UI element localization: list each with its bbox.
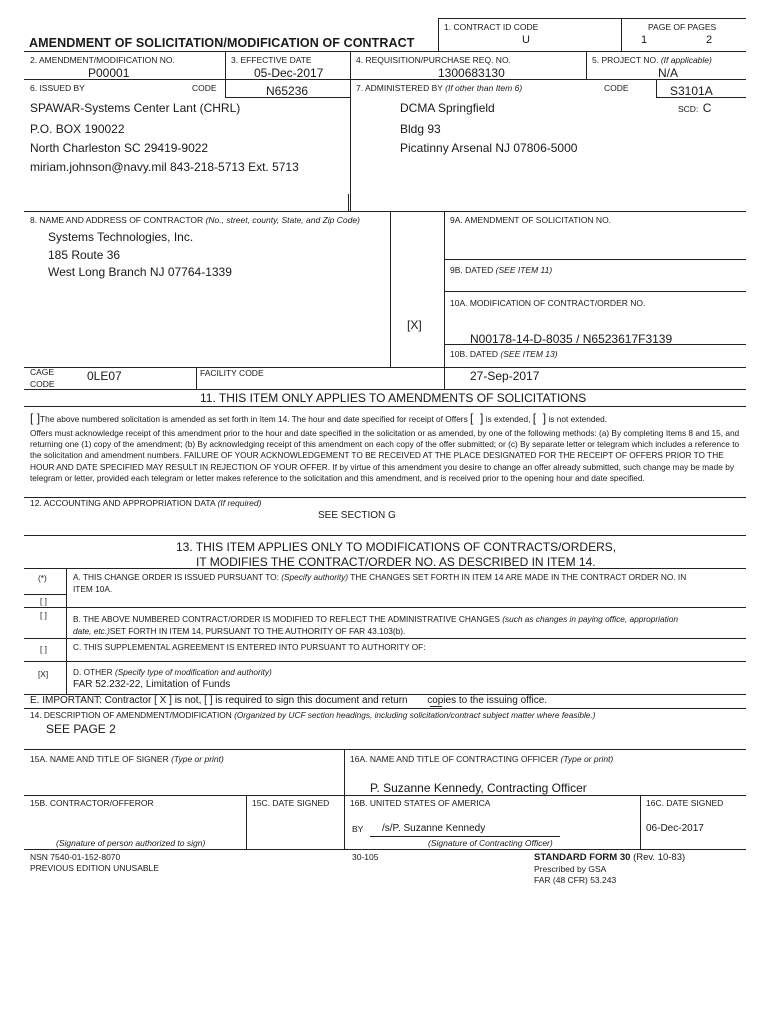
- issuer-line-4: miriam.johnson@navy.mil 843-218-5713 Ext. 5713: [30, 160, 299, 174]
- effective-date-value: 05-Dec-2017: [254, 66, 324, 80]
- important-line: E. IMPORTANT: Contractor [ X ] is not, [ ] is required to sign this document and return copies to the issuing office.: [30, 695, 548, 706]
- admin-line-3: Picatinny Arsenal NJ 07806-5000: [400, 141, 578, 155]
- item-13c-mark[interactable]: [ ]: [40, 644, 47, 654]
- issuer-line-3: North Charleston SC 29419-9022: [30, 141, 209, 155]
- date-signed-label: 15C. DATE SIGNED: [252, 798, 330, 808]
- page-count: 2: [706, 34, 713, 46]
- contractor-line-1: Systems Technologies, Inc.: [48, 230, 194, 244]
- issuer-line-1: SPAWAR-Systems Center Lant (CHRL): [30, 101, 241, 115]
- prescribed-by: Prescribed by GSA: [534, 864, 607, 874]
- contractor-offeror-label: 15B. CONTRACTOR/OFFEROR: [30, 798, 154, 808]
- usa-label: 16B. UNITED STATES OF AMERICA: [350, 798, 491, 808]
- requisition-value: 1300683130: [438, 66, 505, 80]
- issuer-line-2: P.O. BOX 190022: [30, 122, 125, 136]
- by-signature: /s/P. Suzanne Kennedy: [382, 823, 486, 834]
- item-13d-value: FAR 52.232-22, Limitation of Funds: [73, 679, 231, 690]
- admin-code-value: S3101A: [670, 84, 713, 98]
- contractor-line-3: West Long Branch NJ 07764-1339: [48, 265, 232, 279]
- item-13b-text-2: date, etc.)SET FORTH IN ITEM 14, PURSUANT TO THE AUTHORITY OF FAR 43.103(b).: [73, 626, 406, 636]
- date-signed-2-label: 16C. DATE SIGNED: [646, 798, 724, 808]
- item-13-heading-2: IT MODIFIES THE CONTRACT/ORDER NO. AS DESCRIBED IN ITEM 14.: [196, 555, 596, 569]
- previous-edition: PREVIOUS EDITION UNUSABLE: [30, 863, 159, 873]
- facility-code-label: FACILITY CODE: [200, 368, 264, 378]
- item-13b-mark[interactable]: [ ]: [40, 610, 47, 620]
- project-label: 5. PROJECT NO. (If applicable): [592, 55, 712, 65]
- requisition-label: 4. REQUISITION/PURCHASE REQ. NO.: [356, 55, 511, 65]
- signature-officer-note: (Signature of Contracting Officer): [428, 838, 553, 848]
- code-label: CODE: [192, 83, 217, 93]
- amendment-value: P00001: [88, 66, 130, 80]
- admin-line-2: Bldg 93: [400, 122, 441, 136]
- issuer-code-value: N65236: [266, 84, 309, 98]
- item-13a-mark: (*): [38, 573, 47, 583]
- officer-label: 16A. NAME AND TITLE OF CONTRACTING OFFICER (Type or print): [350, 754, 614, 764]
- scd: SCD: C: [678, 101, 712, 115]
- effective-date-label: 3. EFFECTIVE DATE: [231, 55, 312, 65]
- item-13d-text: D. OTHER (Specify type of modification and authority): [73, 667, 272, 677]
- administered-label: 7. ADMINISTERED BY (If other than Item 6): [356, 83, 523, 93]
- dated-10b-value: 27-Sep-2017: [470, 369, 540, 383]
- cage-value: 0LE07: [87, 369, 122, 383]
- item-13d-mark[interactable]: [X]: [38, 669, 49, 679]
- page-number: 1: [641, 34, 648, 46]
- cage-label-1: CAGE: [30, 367, 55, 377]
- dated-9b-label: 9B. DATED (SEE ITEM 11): [450, 265, 553, 275]
- item-13a-text-2: ITEM 10A.: [73, 584, 113, 594]
- amendment-label: 2. AMENDMENT/MODIFICATION NO.: [30, 55, 175, 65]
- description-label: 14. DESCRIPTION OF AMENDMENT/MODIFICATION (Organized by UCF section headings, including solicitation/contract subject matter where feasible.): [30, 710, 596, 720]
- item-13a-text: A. THIS CHANGE ORDER IS ISSUED PURSUANT TO: (Specify authority) THE CHANGES SET FORTH IN ITEM 14 ARE MADE IN THE CONTRACT ORDER NO. IN: [73, 572, 687, 582]
- accounting-label: 12. ACCOUNTING AND APPROPRIATION DATA (If required): [30, 498, 262, 508]
- form-title: AMENDMENT OF SOLICITATION/MODIFICATION OF CONTRACT: [29, 36, 415, 50]
- amendment-solicitation-label: 9A. AMENDMENT OF SOLICITATION NO.: [450, 215, 612, 225]
- accounting-value: SEE SECTION G: [318, 510, 396, 521]
- nsn: NSN 7540-01-152-8070: [30, 852, 121, 862]
- contractor-line-2: 185 Route 36: [48, 248, 121, 262]
- item-13a-box[interactable]: [ ]: [40, 596, 47, 606]
- contractor-label: 8. NAME AND ADDRESS OF CONTRACTOR (No., street, county, State, and Zip Code): [30, 215, 360, 225]
- contract-id-value: U: [522, 34, 530, 46]
- item-11-offers-line: [ ]The above numbered solicitation is amended as set forth in Item 14. The hour and date specified for receipt of Offers [ ] is extended, [ ] is not extended.: [30, 411, 608, 425]
- admin-line-1: DCMA Springfield: [400, 101, 495, 115]
- far-reference: FAR (48 CFR) 53.243: [534, 875, 617, 885]
- officer-value: P. Suzanne Kennedy, Contracting Officer: [370, 781, 587, 795]
- form-number: 30-105: [352, 852, 379, 862]
- issued-by-label: 6. ISSUED BY: [30, 83, 85, 93]
- item-13-heading-1: 13. THIS ITEM APPLIES ONLY TO MODIFICATIONS OF CONTRACTS/ORDERS,: [176, 540, 617, 554]
- description-value: SEE PAGE 2: [46, 722, 116, 736]
- item-11-heading: 11. THIS ITEM ONLY APPLIES TO AMENDMENTS OF SOLICITATIONS: [200, 391, 587, 405]
- dated-10b-label: 10B. DATED (SEE ITEM 13): [450, 349, 558, 359]
- standard-form: STANDARD FORM 30 (Rev. 10-83): [534, 852, 686, 863]
- contract-id-label: 1. CONTRACT ID CODE: [444, 22, 539, 32]
- page-of-pages-label: PAGE OF PAGES: [648, 22, 717, 32]
- project-value: N/A: [658, 66, 679, 80]
- modification-contract-label: 10A. MODIFICATION OF CONTRACT/ORDER NO.: [450, 298, 646, 308]
- modification-contract-value: N00178-14-D-8035 / N6523617F3139: [470, 332, 673, 346]
- date-signed-2-value: 06-Dec-2017: [646, 823, 704, 834]
- item-11-paragraph: Offers must acknowledge receipt of this amendment prior to the hour and date specified in the solicitation or as amended, by one of the following methods: (a) By completing Items 8 and 15, and returning one (1) copy of the amendment; (b) By acknowledging receipt of this amendment on each copy of the offer submitted; or (c) By separate letter or telegram which includes a reference to the solicitation and amendment numbers. FAILURE OF YOUR ACKNOWLEDGEMENT TO BE RECEIVED AT THE PLACE DESIGNATED FOR THE RECEIPT OF OFFERS PRIOR TO THE HOUR AND DATE SPECIFIED MAY RESULT IN REJECTION OF YOUR OFFER. If by virtue of this amendment you desire to change an offer already submitted, such change may be made by telegram or letter, provided each telegram or letter makes reference to the solicitation and this amendment, and is received prior to the opening hour and date specified.: [30, 428, 740, 483]
- signer-label: 15A. NAME AND TITLE OF SIGNER (Type or print): [30, 754, 224, 764]
- by-label: BY: [352, 824, 364, 834]
- cage-label-2: CODE: [30, 379, 55, 389]
- item-13c-text: C. THIS SUPPLEMENTAL AGREEMENT IS ENTERED INTO PURSUANT TO AUTHORITY OF:: [73, 642, 426, 652]
- code2-label: CODE: [604, 83, 629, 93]
- mod-check-box[interactable]: [X]: [407, 318, 422, 332]
- signature-person-note: (Signature of person authorized to sign): [56, 838, 206, 848]
- item-13b-text: B. THE ABOVE NUMBERED CONTRACT/ORDER IS MODIFIED TO REFLECT THE ADMINISTRATIVE CHANGES (such as changes in paying office, appropriation: [73, 614, 678, 624]
